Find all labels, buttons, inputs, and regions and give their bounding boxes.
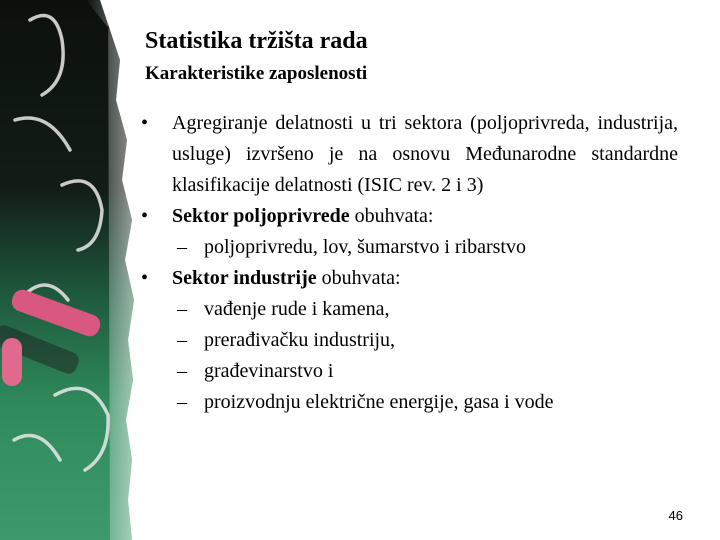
bullet-item (141, 263, 678, 294)
bullet-marker: • (141, 112, 149, 134)
sub-bullet-text: vađenje rude i kamena, (204, 298, 390, 320)
sub-bullet-text: prerađivačku industriju, (204, 329, 396, 351)
sub-bullet-item (141, 356, 678, 387)
bullet-bold-text: Sektor industrije (172, 267, 317, 289)
bullet-text: obuhvata: (349, 205, 434, 227)
sub-bullet-item (141, 232, 678, 263)
bullet-marker: • (141, 267, 149, 289)
bullet-marker: • (141, 205, 149, 227)
sub-bullet-item (141, 294, 678, 325)
bullet-list (141, 108, 678, 418)
bullet-bold-text: Sektor poljoprivrede (172, 205, 350, 227)
slide-subtitle: Karakteristike zaposlenosti (145, 63, 368, 84)
sub-bullet-marker: – (177, 298, 187, 320)
bullet-text: obuhvata: (316, 267, 401, 289)
sub-bullet-marker: – (177, 236, 187, 258)
sub-bullet-item (141, 387, 678, 418)
bullet-item (141, 108, 678, 201)
bullet-item (141, 201, 678, 232)
sub-bullet-item (141, 325, 678, 356)
sub-bullet-text: poljoprivredu, lov, šumarstvo i ribarstvo (204, 236, 526, 258)
chalkboard-decoration (0, 0, 140, 540)
page-number: 46 (668, 508, 683, 523)
sub-bullet-marker: – (177, 360, 187, 382)
sub-bullet-text: proizvodnju električne energije, gasa i vode (204, 391, 554, 413)
sub-bullet-text: građevinarstvo i (204, 360, 334, 382)
sub-bullet-marker: – (177, 391, 187, 413)
bullet-text: Agregiranje delatnosti u tri sektora (poljoprivreda, industrija, usluge) izvršeno je na osnovu Međunarodne standardne klasifikacije delatnosti (ISIC rev. 2 i 3) (172, 112, 678, 196)
slide-title: Statistika tržišta rada (145, 28, 368, 54)
sub-bullet-marker: – (177, 329, 187, 351)
